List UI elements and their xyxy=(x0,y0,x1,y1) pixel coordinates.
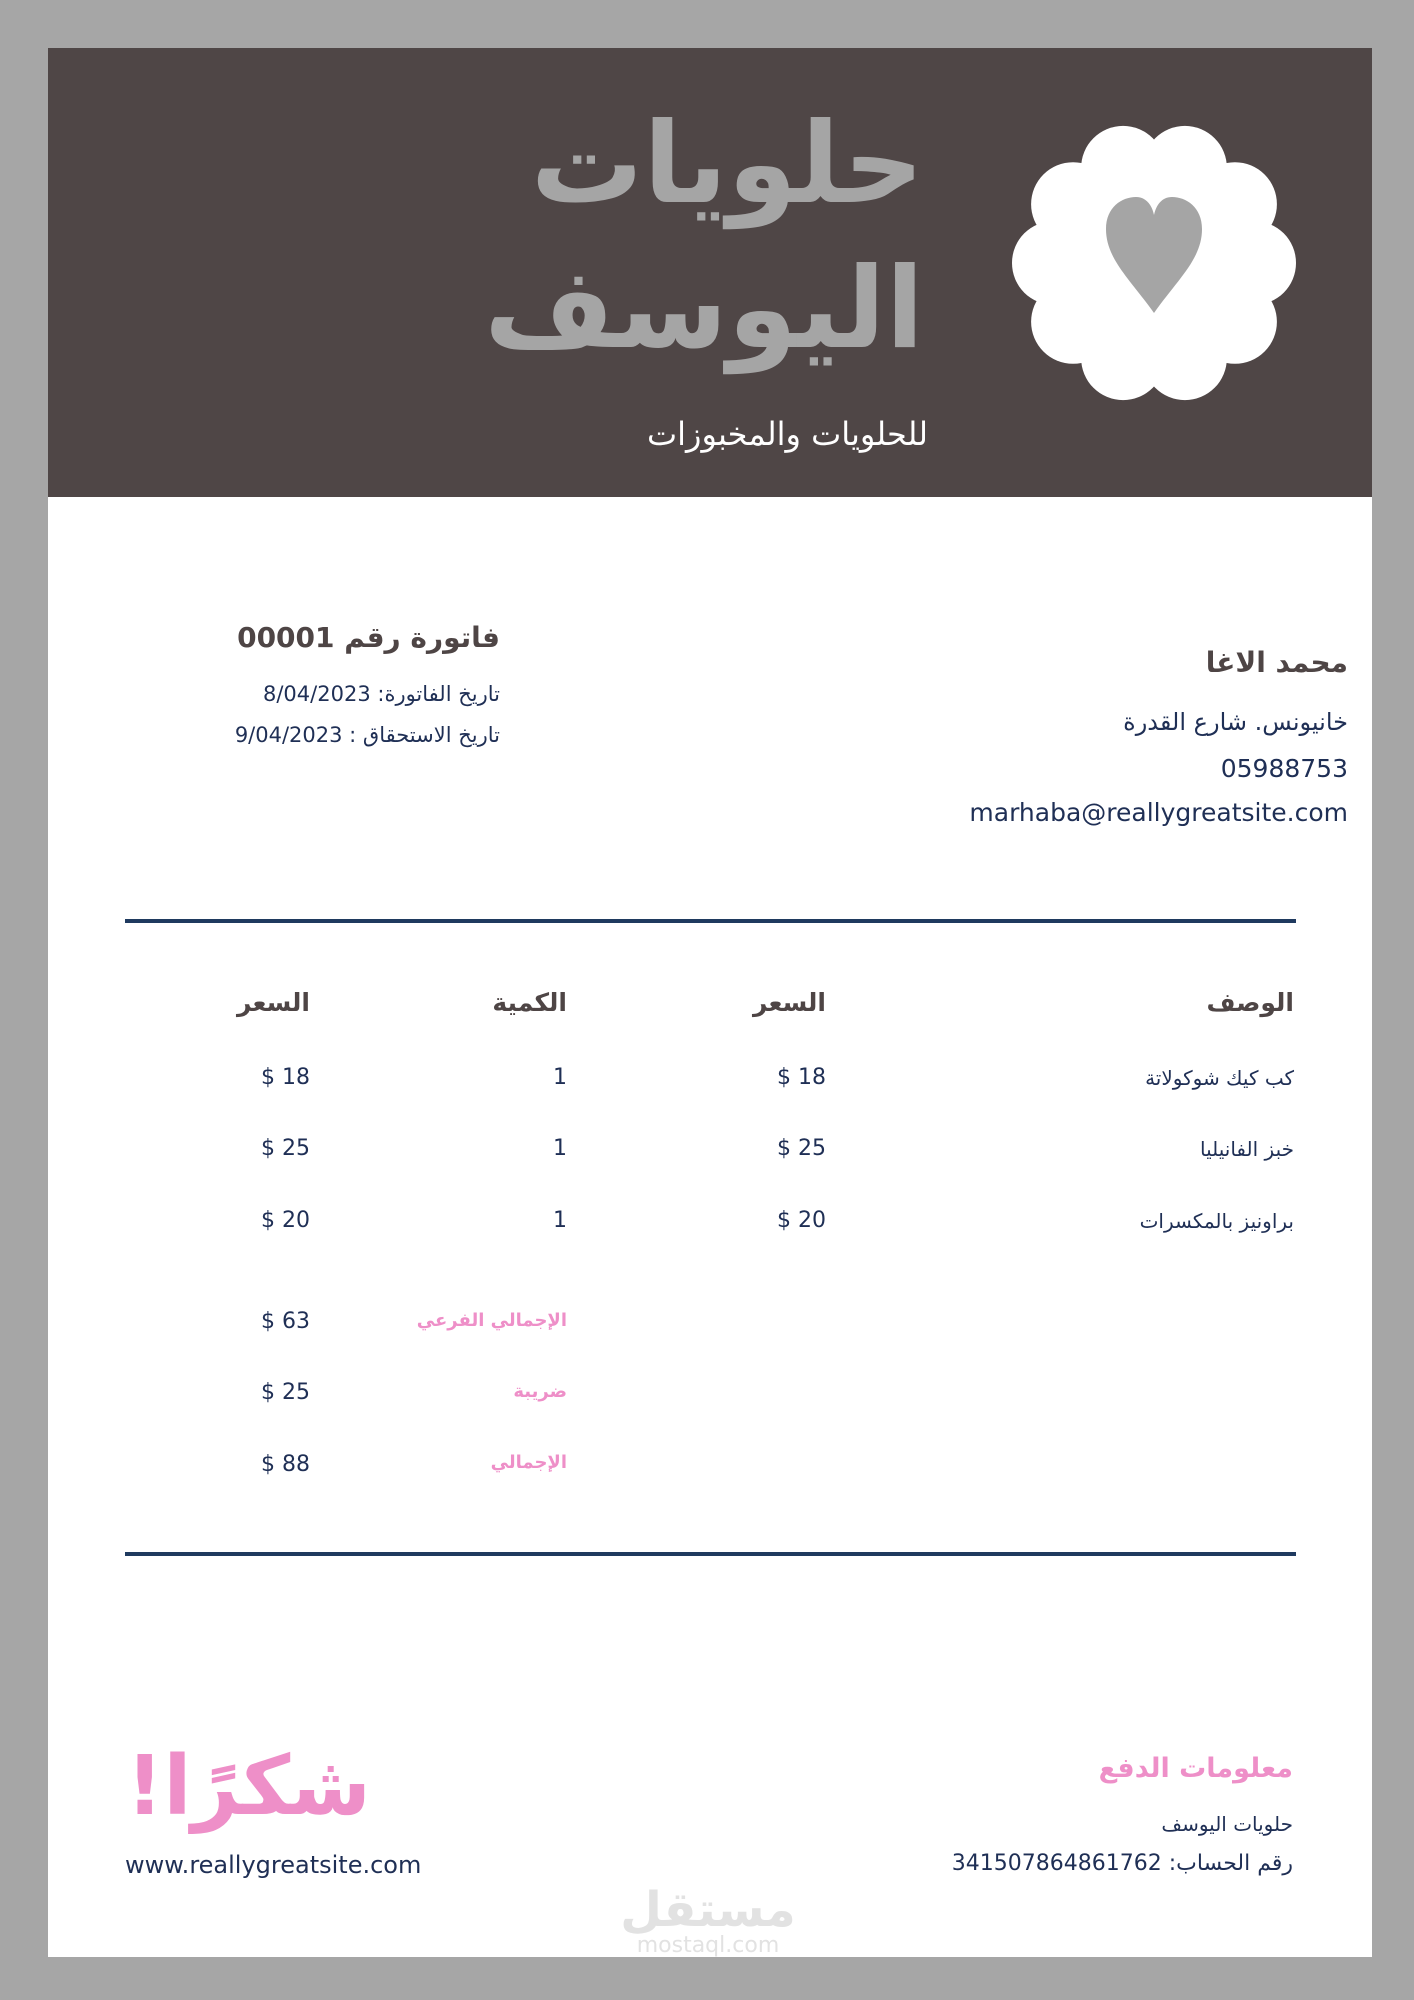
subtotal-label: الإجمالي الفرعي xyxy=(416,1310,567,1331)
payment-title: معلومات الدفع xyxy=(1098,1753,1293,1784)
client-address: خانيونس. شارع القدرة xyxy=(1123,708,1348,736)
row-total: $ 25 xyxy=(261,1136,310,1161)
divider-top xyxy=(125,919,1296,923)
header-banner xyxy=(48,48,1372,497)
divider-bottom xyxy=(125,1552,1296,1556)
invoice-number: فاتورة رقم 00001 xyxy=(237,621,500,654)
website-link[interactable]: www.reallygreatsite.com xyxy=(125,1851,422,1879)
due-date: تاريخ الاستحقاق : 9/04/2023 xyxy=(234,723,500,747)
row-description: كب كيك شوكولاتة xyxy=(1145,1066,1294,1090)
client-name: محمد الاغا xyxy=(1205,646,1348,679)
total-value: $ 88 xyxy=(261,1452,310,1477)
row-quantity: 1 xyxy=(553,1065,567,1090)
row-price: $ 18 xyxy=(777,1065,826,1090)
invoice-date: تاريخ الفاتورة: 8/04/2023 xyxy=(263,682,500,706)
watermark-latin: mostaql.com xyxy=(636,1933,780,1958)
row-quantity: 1 xyxy=(553,1136,567,1161)
row-price: $ 25 xyxy=(777,1136,826,1161)
row-description: خبز الفانيليا xyxy=(1199,1137,1294,1161)
invoice-page xyxy=(48,48,1372,1957)
row-description: براونيز بالمكسرات xyxy=(1139,1209,1294,1233)
row-quantity: 1 xyxy=(553,1208,567,1233)
col-header-description: الوصف xyxy=(1206,988,1294,1017)
col-header-total: السعر xyxy=(236,988,310,1017)
brand-name-line1: حلويات xyxy=(530,99,924,229)
brand-tagline: للحلويات والمخبوزات xyxy=(647,415,928,453)
row-price: $ 20 xyxy=(777,1208,826,1233)
watermark xyxy=(620,1882,796,1958)
client-email: marhaba@reallygreatsite.com xyxy=(969,798,1348,827)
total-label: الإجمالي xyxy=(490,1452,567,1473)
client-phone: 05988753 xyxy=(1220,754,1348,783)
payment-account-number: رقم الحساب: 341507864861762 xyxy=(951,1851,1293,1876)
col-header-quantity: الكمية xyxy=(492,988,567,1017)
thank-you-text: شكرًا! xyxy=(126,1739,371,1834)
payment-account-name: حلويات اليوسف xyxy=(1161,1812,1293,1836)
flower-heart-logo xyxy=(1010,119,1298,407)
tax-value: $ 25 xyxy=(261,1380,310,1405)
row-total: $ 20 xyxy=(261,1208,310,1233)
subtotal-value: $ 63 xyxy=(261,1309,310,1334)
brand-name-line2: اليوسف xyxy=(484,244,924,374)
col-header-price: السعر xyxy=(752,988,826,1017)
watermark-arabic: مستقل xyxy=(620,1882,796,1938)
row-total: $ 18 xyxy=(261,1065,310,1090)
tax-label: ضريبة xyxy=(513,1381,567,1402)
